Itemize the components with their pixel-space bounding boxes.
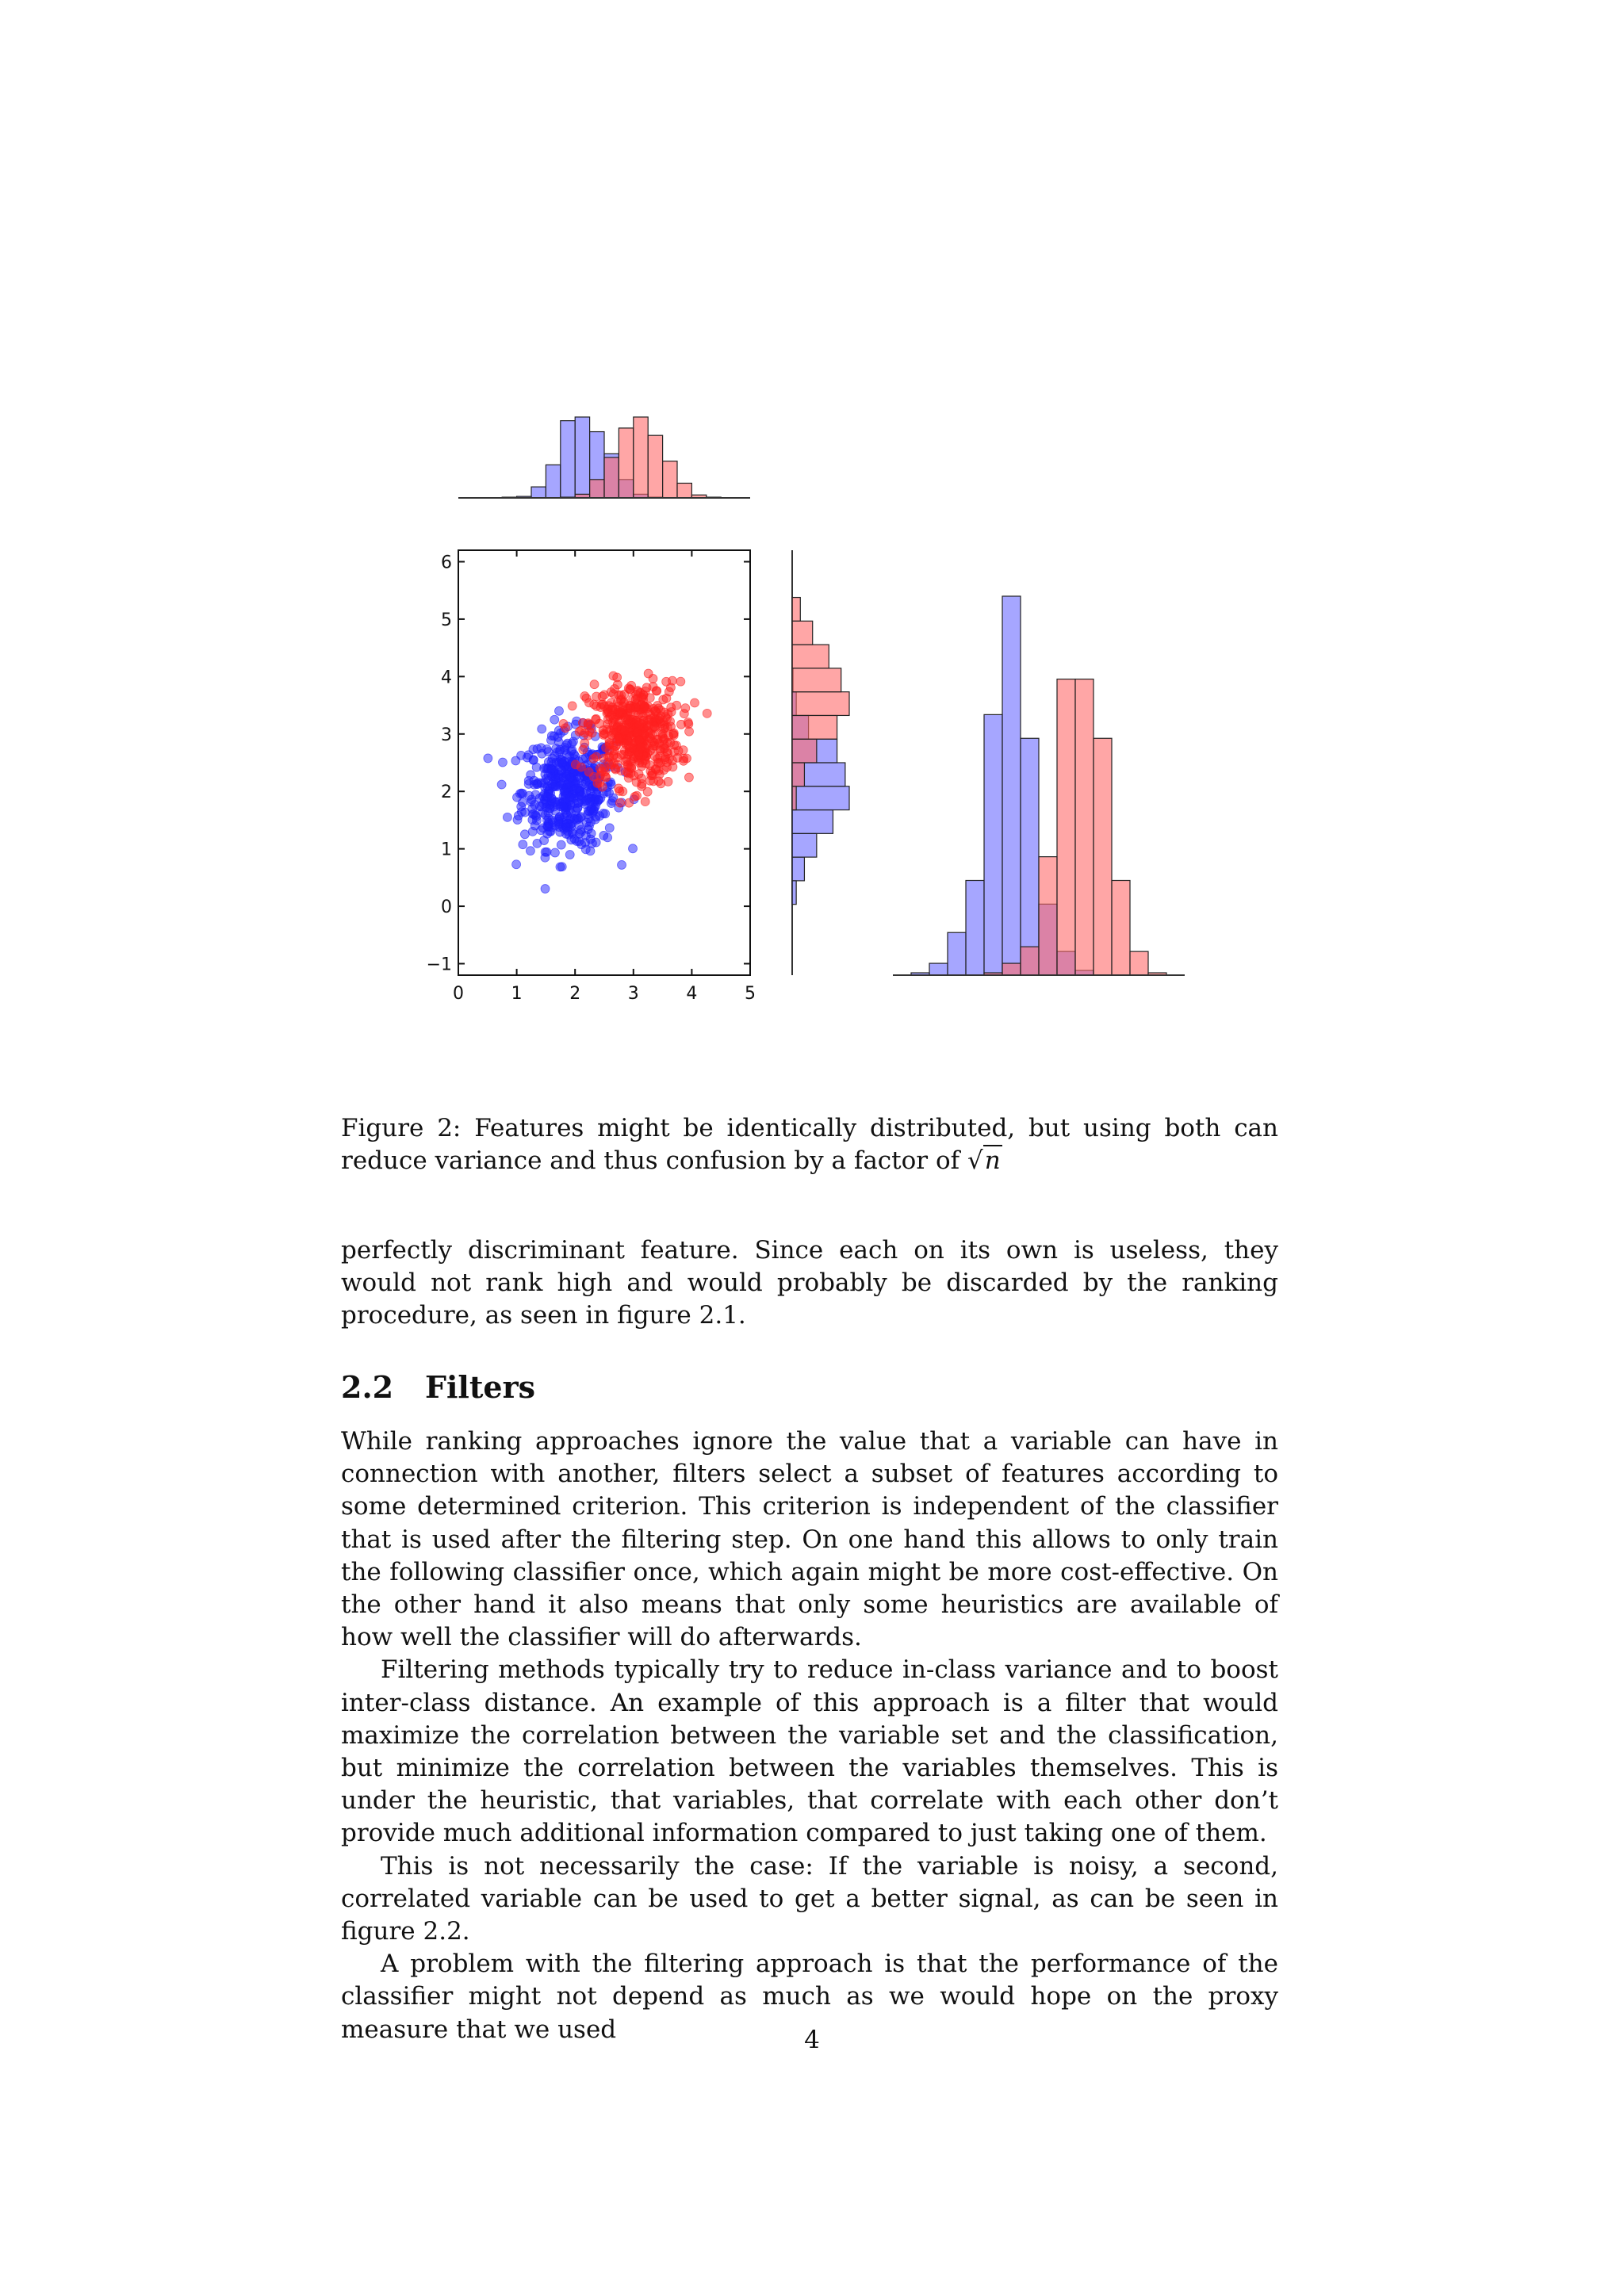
blue-data-point — [618, 860, 626, 869]
red-histogram-bar — [663, 461, 677, 498]
red-histogram-bar — [1002, 963, 1021, 975]
red-data-point — [691, 698, 699, 707]
red-data-point — [624, 769, 633, 778]
red-data-point — [638, 782, 646, 790]
blue-histogram-bar — [929, 963, 948, 975]
red-histogram-bar — [1130, 951, 1148, 975]
red-data-point — [660, 766, 668, 775]
y-tick-label: 4 — [441, 668, 452, 688]
red-data-point — [664, 777, 672, 786]
x-tick-label: 4 — [686, 984, 698, 1004]
paragraph-3: This is not necessarily the case: If the variable is noisy, a second, correlated variable can be used to get a better signal, as can be seen in figure 2.2. — [341, 1851, 1278, 1946]
y-tick-label: 2 — [441, 783, 452, 803]
blue-data-point — [533, 744, 542, 753]
blue-data-point — [539, 799, 548, 808]
red-data-point — [703, 709, 711, 718]
blue-data-point — [565, 851, 574, 859]
red-data-point — [615, 798, 624, 807]
red-histogram-bar — [1039, 857, 1057, 975]
red-data-point — [609, 690, 618, 698]
red-histogram-bar — [619, 428, 633, 498]
red-data-point — [599, 702, 608, 710]
red-data-point — [633, 791, 642, 800]
red-histogram-bar — [648, 435, 662, 498]
red-data-point — [642, 704, 651, 713]
red-data-point — [649, 674, 657, 683]
red-data-point — [626, 704, 635, 713]
blue-data-point — [528, 816, 537, 825]
red-data-point — [684, 720, 693, 729]
red-data-point — [576, 726, 585, 735]
red-histogram-bar — [590, 480, 604, 498]
red-data-point — [620, 726, 629, 735]
blue-histogram-bar — [531, 487, 546, 498]
blue-histogram-bar — [1002, 596, 1021, 975]
blue-histogram-bar — [575, 417, 589, 498]
red-data-point — [576, 763, 585, 771]
red-histogram-bar — [792, 645, 829, 668]
blue-data-point — [595, 796, 603, 805]
blue-data-point — [629, 844, 638, 853]
blue-histogram-bar — [546, 465, 560, 498]
red-histogram-bar — [792, 598, 800, 622]
blue-data-point — [546, 736, 555, 744]
blue-data-point — [551, 798, 560, 806]
blue-data-point — [586, 817, 595, 826]
section-title: Filters — [425, 1369, 535, 1405]
blue-data-point — [540, 836, 549, 845]
blue-data-point — [542, 744, 551, 753]
blue-data-point — [498, 758, 507, 767]
blue-histogram-bar — [561, 421, 575, 498]
blue-data-point — [497, 780, 506, 789]
red-data-point — [609, 752, 618, 760]
red-data-point — [599, 730, 608, 739]
blue-data-point — [559, 802, 568, 810]
blue-histogram-bar — [1021, 738, 1039, 975]
sqrt-radicand: n — [984, 1146, 1001, 1175]
red-data-point — [679, 756, 688, 765]
blue-histogram-bar — [792, 786, 849, 810]
red-histogram-bar — [1057, 679, 1075, 975]
blue-data-point — [512, 860, 521, 869]
blue-histogram-bar — [792, 810, 833, 834]
x-tick-label: 5 — [745, 984, 756, 1004]
red-data-point — [637, 743, 645, 752]
blue-data-point — [534, 779, 542, 787]
blue-histogram-bar — [948, 932, 966, 975]
red-data-point — [621, 714, 630, 722]
red-data-point — [666, 722, 675, 731]
blue-data-point — [526, 847, 534, 855]
blue-data-point — [527, 795, 536, 804]
blue-data-point — [513, 793, 522, 802]
y-tick-label: 0 — [441, 897, 452, 918]
red-data-point — [632, 690, 641, 698]
caption-text: Features might be identically distributed, but using both can reduce variance and thus confusion by a factor of — [341, 1114, 1279, 1175]
red-histogram-bar — [677, 483, 691, 498]
red-data-point — [676, 677, 685, 686]
x-tick-label: 3 — [627, 984, 639, 1004]
red-histogram-bar — [792, 692, 849, 716]
paragraph-4: A problem with the filtering approach is that the performance of the classifier might not depend as much as we would hope on the proxy measure that we used — [341, 1950, 1278, 2044]
blue-histogram-bar — [984, 714, 1002, 975]
blue-data-point — [599, 831, 608, 840]
red-data-point — [684, 773, 693, 782]
blue-data-point — [568, 746, 576, 755]
red-data-point — [579, 745, 588, 754]
continuation-paragraph — [341, 1234, 1278, 1333]
red-data-point — [648, 730, 657, 739]
red-data-point — [625, 798, 634, 807]
red-data-point — [639, 717, 648, 725]
blue-data-point — [586, 847, 595, 855]
section-number: 2.2 — [341, 1369, 394, 1405]
blue-data-point — [561, 823, 570, 832]
blue-data-point — [550, 752, 559, 760]
red-data-point — [615, 784, 623, 793]
red-data-point — [651, 752, 660, 761]
red-data-point — [650, 722, 659, 731]
blue-data-point — [549, 817, 557, 826]
red-data-point — [590, 680, 599, 689]
combined-feature-histogram — [911, 596, 1166, 975]
red-data-point — [641, 798, 649, 806]
red-data-point — [614, 734, 622, 743]
blue-data-point — [588, 839, 596, 848]
y-tick-label: 3 — [441, 725, 452, 745]
y-tick-label: −1 — [426, 955, 452, 975]
scatter-points — [484, 669, 711, 893]
red-data-point — [584, 767, 593, 776]
paragraph-2: Filtering methods typically try to reduce in-class variance and to boost inter-class distance. An example of this approach is a filter that would maximize the correlation between the variable set and the classification, but minimize the correlation between the variables themselves. This is under the heuristic, that variables, that correlate with each other don’t provide much additional information compared to just taking one of them. — [341, 1655, 1278, 1848]
red-histogram-bar — [604, 457, 619, 498]
blue-histogram-bar — [792, 881, 796, 905]
section-heading — [341, 1369, 535, 1406]
blue-data-point — [601, 809, 610, 818]
blue-data-point — [511, 756, 520, 765]
blue-data-point — [521, 808, 530, 817]
red-data-point — [659, 695, 668, 704]
x-tick-label: 2 — [569, 984, 581, 1004]
blue-data-point — [513, 816, 522, 825]
red-data-point — [665, 732, 673, 740]
blue-data-point — [538, 725, 546, 733]
figure-caption — [341, 1112, 1278, 1177]
blue-data-point — [542, 848, 551, 856]
red-histogram-bar — [1075, 679, 1094, 975]
red-data-point — [602, 744, 611, 752]
page-number: 4 — [804, 2026, 820, 2054]
blue-data-point — [557, 766, 565, 775]
red-data-point — [668, 676, 676, 685]
red-data-point — [655, 714, 664, 723]
blue-data-point — [529, 756, 538, 764]
red-data-point — [624, 741, 633, 750]
blue-data-point — [520, 830, 529, 839]
blue-histogram-bar — [792, 833, 817, 857]
sqrt-n-math: √n — [967, 1146, 1001, 1175]
x-tick-label: 1 — [511, 984, 523, 1004]
red-data-point — [653, 687, 661, 695]
blue-data-point — [573, 804, 582, 813]
blue-data-point — [541, 885, 550, 894]
red-data-point — [613, 673, 622, 682]
red-data-point — [559, 719, 568, 728]
top-marginal-histogram — [502, 417, 721, 498]
red-histogram-bar — [792, 739, 817, 763]
blue-data-point — [557, 840, 565, 849]
blue-data-point — [605, 824, 614, 832]
blue-data-point — [544, 771, 553, 779]
red-data-point — [624, 684, 633, 693]
red-histogram-bar — [792, 786, 796, 810]
caption-prefix: Figure 2: — [341, 1114, 462, 1142]
blue-data-point — [549, 783, 557, 791]
red-histogram-bar — [1094, 738, 1112, 975]
blue-data-point — [550, 715, 559, 724]
red-histogram-bar — [1112, 881, 1130, 976]
red-histogram-bar — [792, 668, 841, 692]
blue-data-point — [557, 758, 566, 767]
y-tick-label: 1 — [441, 840, 452, 860]
red-histogram-bar — [792, 715, 837, 739]
red-data-point — [681, 704, 690, 713]
red-data-point — [672, 701, 681, 710]
red-data-point — [597, 767, 606, 776]
blue-data-point — [590, 806, 599, 815]
red-data-point — [619, 750, 628, 759]
paragraph-1: While ranking approaches ignore the value that a variable can have in connection with another, filters select a subset of features according to some determined criterion. This criterion is independent of the classifier that is used after the filtering step. On one hand this allows to only train the following classifier once, which again might be more cost-effective. On the other hand it also means that only some heuristics are available of how well the classifier will do afterwards. — [341, 1427, 1278, 1652]
blue-data-point — [575, 837, 584, 846]
red-histogram-bar — [792, 621, 813, 645]
y-tick-label: 6 — [441, 553, 452, 573]
red-data-point — [651, 706, 660, 715]
red-data-point — [647, 771, 656, 780]
continuation-text: perfectly discriminant feature. Since each on its own is useless, they would not rank high and would probably be discarded by the ranking procedure, as seen in figure 2.1. — [341, 1236, 1278, 1330]
red-data-point — [584, 719, 592, 728]
red-data-point — [592, 752, 600, 761]
blue-data-point — [554, 706, 563, 715]
blue-histogram-bar — [966, 881, 984, 976]
red-data-point — [588, 729, 596, 737]
red-data-point — [663, 748, 672, 756]
y-tick-label: 5 — [441, 610, 452, 630]
blue-data-point — [582, 787, 591, 796]
red-data-point — [603, 720, 612, 729]
red-histogram-bar — [1021, 947, 1039, 975]
section-body — [341, 1425, 1278, 2046]
red-histogram-bar — [792, 763, 804, 786]
red-data-point — [668, 763, 677, 771]
blue-data-point — [503, 813, 511, 821]
red-data-point — [593, 779, 602, 787]
blue-data-point — [556, 863, 565, 871]
side-marginal-histogram — [792, 598, 849, 905]
red-data-point — [674, 747, 683, 756]
figure-2 — [0, 0, 1624, 1094]
x-tick-label: 0 — [453, 984, 464, 1004]
red-data-point — [596, 719, 604, 728]
blue-data-point — [519, 840, 527, 849]
blue-histogram-bar — [792, 857, 804, 881]
blue-data-point — [484, 754, 492, 763]
red-data-point — [584, 698, 593, 707]
red-histogram-bar — [634, 417, 648, 498]
blue-data-point — [550, 848, 559, 857]
red-data-point — [665, 687, 673, 696]
red-data-point — [568, 702, 576, 710]
